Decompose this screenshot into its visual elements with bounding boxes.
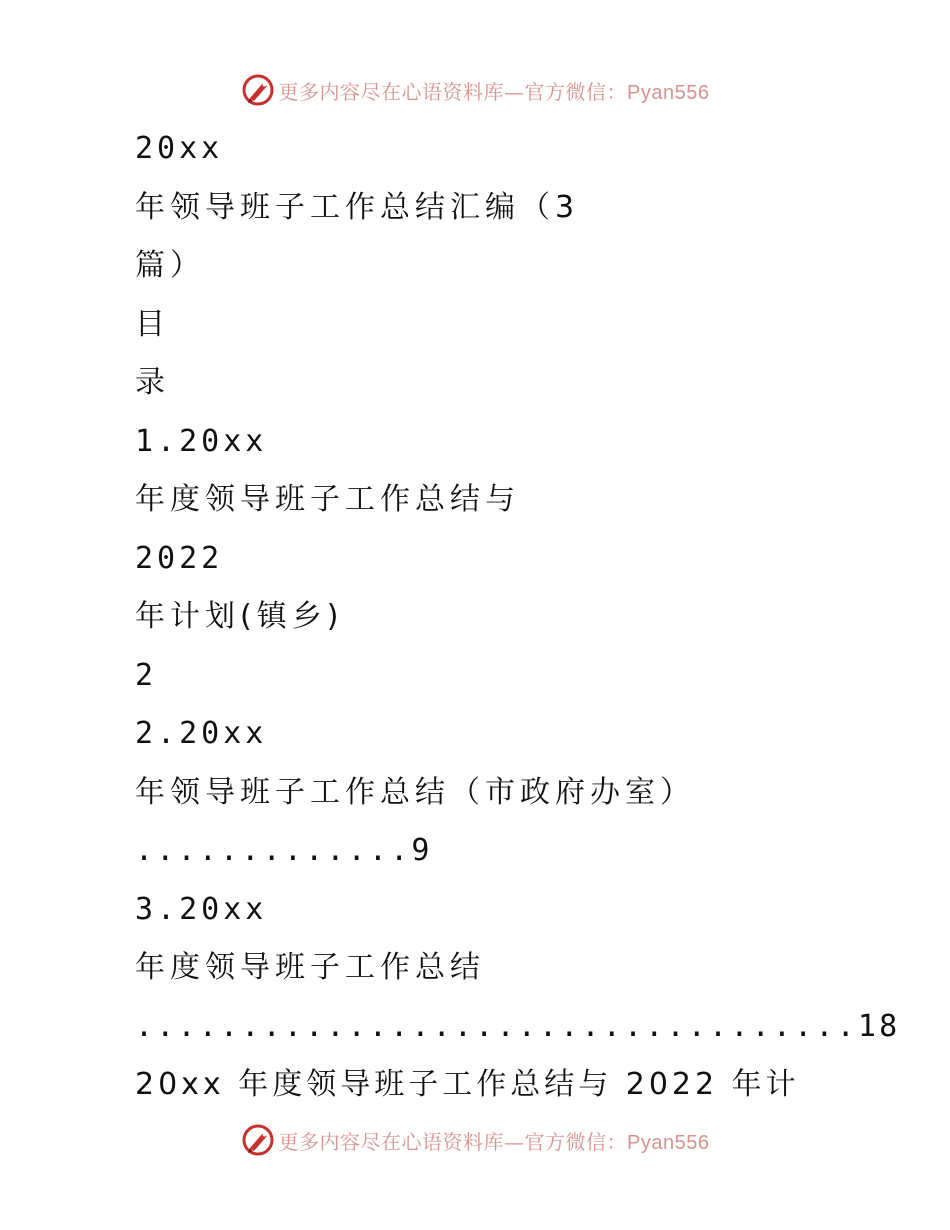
watermark-footer [0, 1120, 950, 1160]
doc-title-line-1: 年领导班子工作总结汇编（3 [135, 189, 580, 225]
toc-heading-char-1: 目 [135, 306, 170, 342]
section-heading: 20xx 年度领导班子工作总结与 2022 年计 [135, 1067, 800, 1102]
toc-item-1-year: 2022 [135, 540, 224, 576]
toc-item-2-number: 2.20xx [135, 716, 268, 751]
watermark-text: 更多内容尽在心语资料库—官方微信：Pyan556 [278, 79, 710, 104]
toc-item-1-page: 2 [135, 657, 158, 693]
toc-item-1-number: 1.20xx [135, 423, 268, 459]
watermark-text: 更多内容尽在心语资料库—官方微信：Pyan556 [278, 1129, 710, 1154]
pen-logo-icon [241, 73, 275, 107]
toc-item-2-title: 年领导班子工作总结（市政府办室） [135, 774, 695, 810]
toc-item-3-number: 3.20xx [135, 891, 268, 927]
toc-item-1-title: 年度领导班子工作总结与 [135, 482, 520, 517]
doc-line-year: 20xx [135, 131, 224, 166]
document-body [135, 120, 901, 1115]
toc-item-3-title: 年度领导班子工作总结 [135, 950, 485, 985]
watermark-header [0, 70, 950, 110]
doc-title-line-2: 篇） [135, 248, 205, 283]
toc-heading-char-2: 录 [135, 365, 170, 400]
toc-item-1-subtitle: 年计划(镇乡) [135, 599, 344, 634]
pen-logo-icon [241, 1123, 275, 1157]
toc-item-3-leader-page: ..................................18 [135, 1008, 901, 1044]
toc-item-2-leader-page: .............9 [135, 833, 433, 868]
